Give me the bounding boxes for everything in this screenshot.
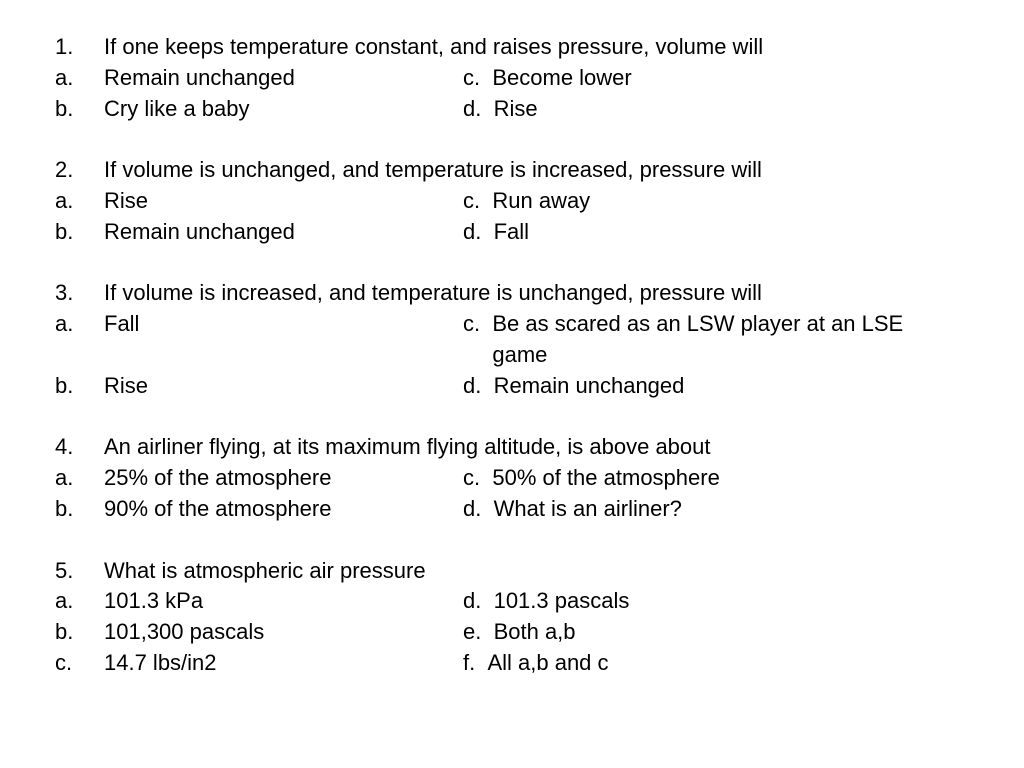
option-letter: a. [55,465,74,491]
answer-row [55,63,995,94]
option-letter: d. [463,95,494,121]
answer-row [55,586,995,617]
question-number: 4. [55,434,74,460]
question-stem [55,32,995,63]
option-text: Cry like a baby [104,95,250,121]
question-3 [55,278,995,401]
option-text: Rise [493,95,538,121]
option-text: 101.3 kPa [104,588,204,614]
right-option [463,63,995,94]
question-1 [55,32,995,124]
question-number: 5. [55,557,74,583]
option-text: 101.3 pascals [493,588,630,614]
option-text: All a,b and c [487,649,609,675]
option-letter: a. [55,588,74,614]
option-text: Remain unchanged [493,372,685,398]
right-option [463,463,995,494]
question-text: What is atmospheric air pressure [104,557,426,583]
option-letter: d. [463,218,494,244]
right-option [463,586,995,617]
option-text: Rise [104,187,149,213]
right-option [463,648,995,679]
option-text: Remain unchanged [104,218,295,244]
option-letter: e. [463,619,494,645]
question-number: 1. [55,34,74,59]
option-text: Run away [492,187,591,213]
question-number: 2. [55,157,74,183]
option-letter: c. [55,649,73,675]
question-text: If volume is increased, and temperature is unchanged, pressure will [104,280,762,306]
question-5 [55,556,995,679]
answer-row [55,617,995,648]
option-letter: b. [55,619,74,645]
option-text: Both a,b [493,619,576,645]
option-text: Become lower [492,64,632,90]
option-letter: c. [463,64,493,90]
question-stem [55,155,995,186]
option-letter: a. [55,64,74,90]
option-letter: d. [463,495,494,521]
question-stem [55,432,995,463]
right-option [463,309,995,371]
answer-row [55,648,995,679]
question-number: 3. [55,280,74,306]
question-2 [55,155,995,247]
right-option [463,186,995,217]
option-text: 25% of the atmosphere [104,465,332,491]
question-text: An airliner flying, at its maximum flying altitude, is above about [104,434,711,460]
option-text: 101,300 pascals [104,619,265,645]
option-text: Remain unchanged [104,64,295,90]
answer-row [55,309,995,371]
option-text: What is an airliner? [493,495,682,521]
right-option [463,217,995,248]
option-letter: d. [463,372,494,398]
option-letter: a. [55,311,74,337]
option-text: 50% of the atmosphere [492,465,720,491]
option-text: Fall [104,311,140,337]
quiz-list [55,32,995,710]
right-option [463,494,995,525]
answer-row [55,494,995,525]
option-letter: c. [463,187,493,213]
option-letter: a. [55,187,74,213]
answer-row [55,94,995,125]
right-option [463,371,995,402]
option-letter: c. [463,311,493,337]
right-option [463,94,995,125]
question-stem [55,278,995,309]
question-text: If volume is unchanged, and temperature is increased, pressure will [104,157,762,183]
question-stem [55,556,995,587]
option-text: Rise [104,372,149,398]
option-letter: b. [55,372,74,398]
answer-row [55,463,995,494]
question-text: If one keeps temperature constant, and raises pressure, volume will [104,34,764,59]
question-4 [55,432,995,524]
answer-row [55,371,995,402]
option-letter: b. [55,495,74,521]
option-text: Be as scared as an LSW player at an LSE game [492,311,904,367]
option-text: 90% of the atmosphere [104,495,332,521]
option-text: 14.7 lbs/in2 [104,649,217,675]
option-text: Fall [493,218,530,244]
option-letter: f. [463,649,488,675]
option-letter: c. [463,465,493,491]
answer-row [55,186,995,217]
answer-row [55,217,995,248]
right-option [463,617,995,648]
option-letter: d. [463,588,494,614]
option-letter: b. [55,95,74,121]
option-letter: b. [55,218,74,244]
